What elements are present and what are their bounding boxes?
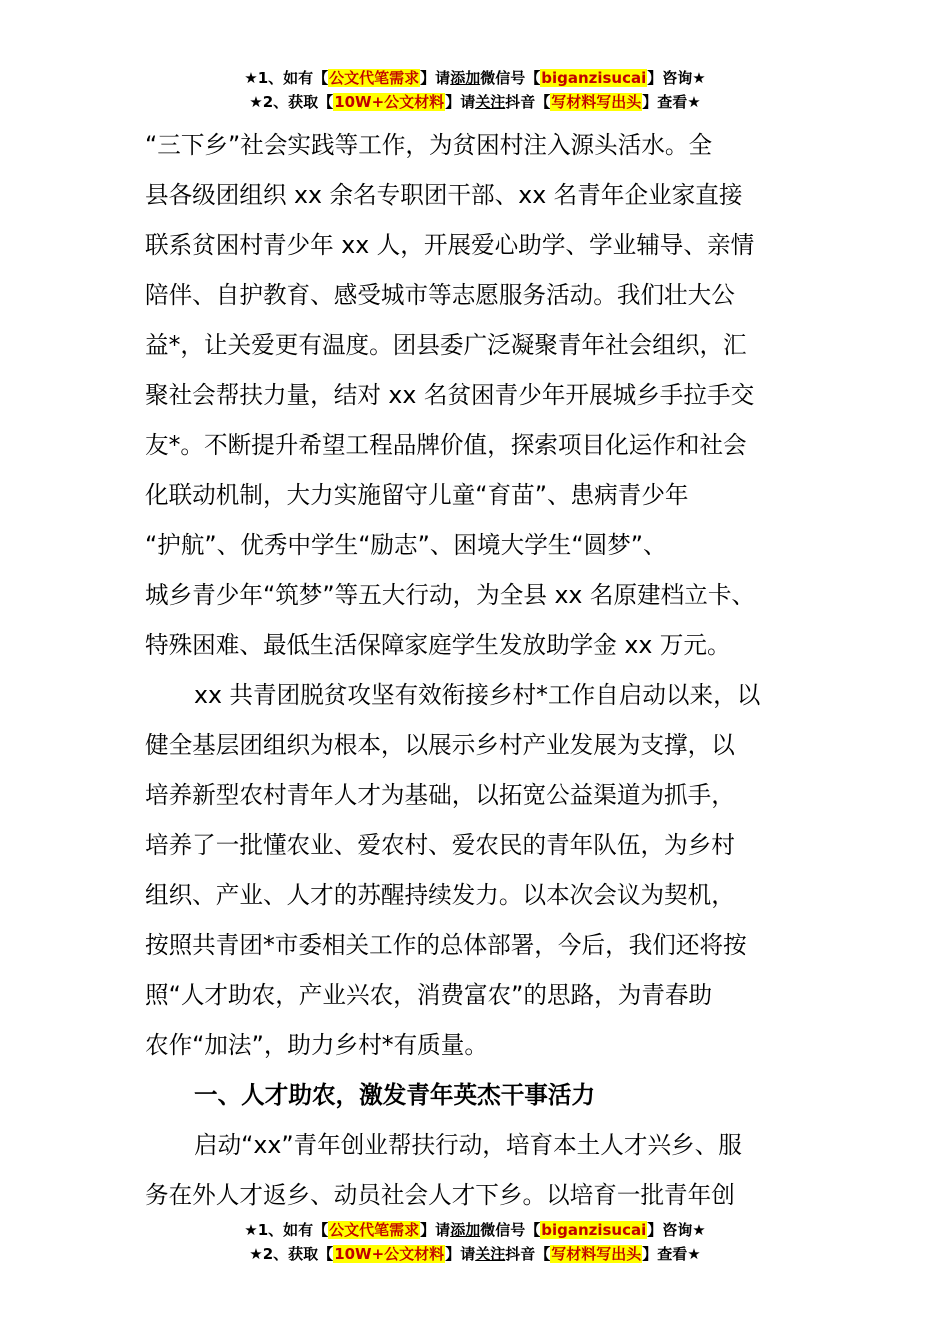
highlight-douyin: 写材料写出头 [551, 1245, 642, 1263]
body-line: 务在外人才返乡、动员社会人才下乡。以培育一批青年创 [145, 1181, 735, 1209]
highlight-wechat-id: biganzisucai [541, 1221, 647, 1239]
body-line: 聚社会帮扶力量，结对 xx 名贫困青少年开展城乡手拉手交 [145, 381, 755, 409]
body-line: “护航”、优秀中学生“励志”、困境大学生“圆梦”、 [145, 531, 667, 559]
body-line: 特殊困难、最低生活保障家庭学生发放助学金 xx 万元。 [145, 631, 731, 659]
footer-banner [0, 1218, 950, 1266]
body-line: 友*。不断提升希望工程品牌价值，探索项目化运作和社会 [145, 431, 747, 459]
body-line: 陪伴、自护教育、感受城市等志愿服务活动。我们壮大公 [145, 281, 735, 309]
body-line: 城乡青少年“筑梦”等五大行动，为全县 xx 名原建档立卡、 [145, 581, 756, 609]
body-line: 按照共青团*市委相关工作的总体部署，今后，我们还将按 [145, 931, 747, 959]
body-line: 联系贫困村青少年 xx 人，开展爱心助学、学业辅导、亲情 [145, 231, 755, 259]
header-banner [0, 66, 950, 114]
body-line: 县各级团组织 xx 余名专职团干部、xx 名青年企业家直接 [145, 181, 743, 209]
body-line: xx 共青团脱贫攻坚有效衔接乡村*工作自启动以来，以 [194, 681, 761, 709]
body-line: 照“人才助农，产业兴农，消费富农”的思路，为青春助 [145, 981, 713, 1009]
banner-line-2: ★2、获取【10W+公文材料】请关注抖音【写材料写出头】查看★ [249, 1245, 701, 1263]
banner-line-2: ★2、获取【10W+公文材料】请关注抖音【写材料写出头】查看★ [249, 93, 701, 111]
body-line: 化联动机制，大力实施留守儿童“育苗”、患病青少年 [145, 481, 689, 509]
highlight-wechat-id: biganzisucai [541, 69, 647, 87]
body-line: 益*，让关爱更有温度。团县委广泛凝聚青年社会组织，汇 [145, 331, 747, 359]
section-heading: 一、人才助农，激发青年英杰干事活力 [194, 1081, 596, 1109]
document-body [145, 120, 825, 1220]
body-line: 组织、产业、人才的苏醒持续发力。以本次会议为契机， [145, 881, 735, 909]
highlight-materials: 10W+公文材料 [334, 93, 445, 111]
body-line: 培养了一批懂农业、爱农村、爱农民的青年队伍，为乡村 [145, 831, 735, 859]
banner-line-1: ★1、如有【公文代笔需求】请添加微信号【biganzisucai】咨询★ [244, 1221, 706, 1239]
highlight-douyin: 写材料写出头 [551, 93, 642, 111]
body-line: 农作“加法”，助力乡村*有质量。 [145, 1031, 488, 1059]
highlight-service: 公文代笔需求 [329, 1221, 420, 1239]
body-line: 健全基层团组织为根本，以展示乡村产业发展为支撑，以 [145, 731, 735, 759]
body-line: 启动“xx”青年创业帮扶行动，培育本土人才兴乡、服 [194, 1131, 742, 1159]
body-line: “三下乡”社会实践等工作，为贫困村注入源头活水。全 [145, 131, 713, 159]
highlight-service: 公文代笔需求 [329, 69, 420, 87]
body-line: 培养新型农村青年人才为基础，以拓宽公益渠道为抓手， [145, 781, 735, 809]
banner-line-1: ★1、如有【公文代笔需求】请添加微信号【biganzisucai】咨询★ [244, 69, 706, 87]
highlight-materials: 10W+公文材料 [334, 1245, 445, 1263]
